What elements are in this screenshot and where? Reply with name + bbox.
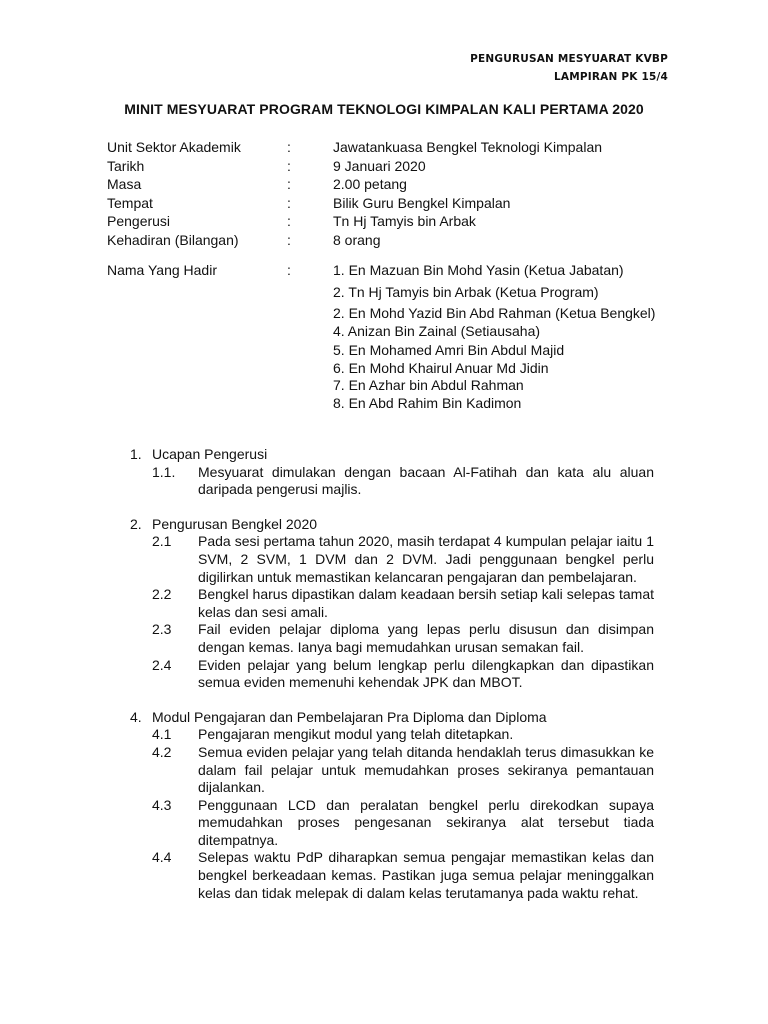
section-number: 2. <box>130 515 142 532</box>
info-row-attendance-count <box>107 231 602 250</box>
item-text: Pada sesi pertama tahun 2020, masih terdapat 4 kumpulan pelajar iaitu 1 SVM, 2 SVM, 1 DVM dan 2 DVM. Jadi penggunaan bengkel perlu digilirkan untuk memastikan kelancaran pengajaran dan pembelajaran. <box>198 533 654 585</box>
info-row-place <box>107 194 602 213</box>
document-header <box>470 50 668 86</box>
attendee: 5. En Mohamed Amri Bin Abdul Majid <box>333 342 565 358</box>
info-key: Pengerusi <box>107 213 171 229</box>
item-number: 1.1. <box>152 463 176 480</box>
attendee-names <box>333 262 693 413</box>
section-title: Pengurusan Bengkel 2020 <box>152 515 318 532</box>
item-number: 2.4 <box>152 656 172 673</box>
info-sep: : <box>287 213 291 229</box>
attendee: 8. En Abd Rahim Bin Kadimon <box>333 395 522 411</box>
info-value: 8 orang <box>333 231 381 248</box>
item-number: 4.1 <box>152 726 172 743</box>
item-number: 2.3 <box>152 621 172 638</box>
section-modul-pengajaran <box>130 709 654 903</box>
info-key: Tarikh <box>107 157 145 174</box>
attendee: 2. Tn Hj Tamyis bin Arbak (Ketua Program) <box>333 284 599 300</box>
info-row-unit <box>107 138 602 157</box>
info-key: Tempat <box>107 194 153 211</box>
section-item <box>152 726 654 744</box>
item-text: Mesyuarat dimulakan dengan bacaan Al-Fatihah dan kata alu aluan daripada pengerusi majlis. <box>198 463 654 498</box>
section-title: Ucapan Pengerusi <box>152 446 268 462</box>
header-line-2: LAMPIRAN PK 15/4 <box>554 71 668 83</box>
section-title: Modul Pengajaran dan Pembelajaran Pra Diploma dan Diploma <box>152 708 547 725</box>
section-number: 4. <box>130 708 142 725</box>
info-row-date <box>107 157 602 176</box>
attendee: 1. En Mazuan Bin Mohd Yasin (Ketua Jabatan) <box>333 262 624 278</box>
item-text: Bengkel harus dipastikan dalam keadaan bersih setiap kali selepas tamat kelas dan sesi amali. <box>198 586 654 620</box>
header-line-1: PENGURUSAN MESYUARAT KVBP <box>470 53 668 65</box>
section-heading <box>130 516 654 534</box>
section-ucapan-pengerusi <box>130 446 654 499</box>
section-item <box>152 849 654 902</box>
item-number: 4.2 <box>152 743 172 760</box>
info-key: Masa <box>107 176 142 192</box>
item-text: Pengajaran mengikut modul yang telah ditetapkan. <box>198 726 514 743</box>
info-value: Bilik Guru Bengkel Kimpalan <box>333 194 511 211</box>
info-sep: : <box>287 157 291 174</box>
section-item <box>152 621 654 656</box>
attendee: 7. En Azhar bin Abdul Rahman <box>333 377 524 393</box>
info-value: 9 Januari 2020 <box>333 157 426 174</box>
info-sep: : <box>287 194 291 211</box>
section-item <box>152 464 654 499</box>
attendee: 4. Anizan Bin Zainal (Setiausaha) <box>333 323 541 339</box>
section-heading <box>130 709 654 727</box>
item-number: 2.2 <box>152 586 172 603</box>
item-number: 2.1 <box>152 533 172 550</box>
section-item <box>152 533 654 586</box>
section-item <box>152 797 654 850</box>
item-text: Semua eviden pelajar yang telah ditanda hendaklah terus dimasukkan ke dalam fail pelajar untuk memudahkan proses sekiranya pemantauan dijalankan. <box>198 743 654 796</box>
section-number: 1. <box>130 446 142 462</box>
meeting-info <box>107 138 602 249</box>
item-text: Penggunaan LCD dan peralatan bengkel perlu direkodkan supaya memudahkan proses pengesanan sekiranya alat tersebut tiada ditempatnya. <box>198 796 654 848</box>
section-heading <box>130 446 654 464</box>
item-number: 4.3 <box>152 796 172 813</box>
section-item <box>152 586 654 621</box>
document-title: MINIT MESYUARAT PROGRAM TEKNOLOGI KIMPALAN KALI PERTAMA 2020 <box>124 101 644 117</box>
section-pengurusan-bengkel <box>130 516 654 692</box>
attendee: 6. En Mohd Khairul Anuar Md Jidin <box>333 360 549 376</box>
info-sep: : <box>287 231 291 248</box>
info-value: 2.00 petang <box>333 176 407 192</box>
info-row-chair <box>107 212 602 231</box>
info-row-time <box>107 175 602 194</box>
item-number: 4.4 <box>152 849 172 866</box>
agenda-sections <box>130 446 654 919</box>
item-text: Fail eviden pelajar diploma yang lepas perlu disusun dan disimpan dengan kemas. Ianya bagi memudahkan urusan semakan fail. <box>198 621 654 655</box>
section-item <box>152 657 654 692</box>
info-key: Kehadiran (Bilangan) <box>107 231 239 248</box>
info-sep: : <box>287 139 291 155</box>
attendee: 2. En Mohd Yazid Bin Abd Rahman (Ketua Bengkel) <box>333 305 656 321</box>
attendance-sep: : <box>287 262 291 278</box>
info-value: Tn Hj Tamyis bin Arbak <box>333 213 476 229</box>
item-text: Selepas waktu PdP diharapkan semua pengajar memastikan kelas dan bengkel berkeadaan kemas. Pastikan juga semua pelajar meninggalkan kelas dan tidak melepak di dalam kelas terutamanya pada waktu rehat. <box>198 849 654 901</box>
section-item <box>152 744 654 797</box>
info-sep: : <box>287 176 291 192</box>
attendance-key: Nama Yang Hadir <box>107 262 217 278</box>
info-value: Jawatankuasa Bengkel Teknologi Kimpalan <box>333 139 603 155</box>
item-text: Eviden pelajar yang belum lengkap perlu dilengkapkan dan dipastikan semua eviden memenuhi kehendak JPK dan MBOT. <box>198 656 654 691</box>
info-key: Unit Sektor Akademik <box>107 139 241 155</box>
